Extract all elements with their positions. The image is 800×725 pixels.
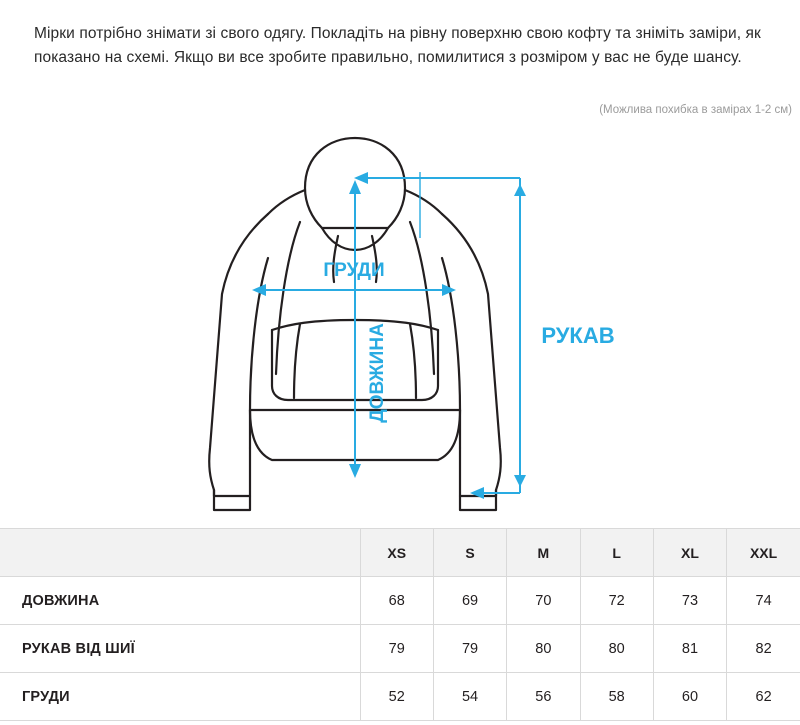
column-header-s: S [433,529,506,577]
instructions-text: Мірки потрібно знімати зі свого одягу. Покладіть на рівну поверхню свою кофту та зніміть заміри, як показано на схемі. Якщо ви все зробите правильно, помилитися з розміром у вас не буде шансу. [34,25,761,67]
cell-sleeve-xxl: 82 [727,625,800,673]
diagram-labels [323,260,614,423]
hoodie-diagram [0,118,800,518]
measurement-annotations [252,172,526,499]
column-header-xl: XL [653,529,726,577]
row-label-chest: ГРУДИ [0,673,360,721]
cell-sleeve-m: 80 [507,625,580,673]
sleeve-label: РУКАВ [541,323,615,348]
table-header-row [0,529,800,577]
cell-length-xs: 68 [360,577,433,625]
row-label-sleeve: РУКАВ ВІД ШИЇ [0,625,360,673]
cell-chest-s: 54 [433,673,506,721]
cell-chest-xxl: 62 [727,673,800,721]
cell-length-xl: 73 [653,577,726,625]
measurement-tolerance-note: (Можлива похибка в замірах 1-2 см) [599,104,792,116]
size-table [0,528,800,721]
cell-chest-m: 56 [507,673,580,721]
column-header-xxl: XXL [727,529,800,577]
cell-length-xxl: 74 [727,577,800,625]
chest-label: ГРУДИ [323,260,385,281]
cell-sleeve-xs: 79 [360,625,433,673]
column-header-m: M [507,529,580,577]
cell-sleeve-s: 79 [433,625,506,673]
table-row [0,625,800,673]
length-label: ДОВЖИНА [367,323,388,423]
table-corner-cell [0,529,360,577]
cell-chest-xs: 52 [360,673,433,721]
column-header-xs: XS [360,529,433,577]
cell-length-l: 72 [580,577,653,625]
cell-chest-l: 58 [580,673,653,721]
cell-length-m: 70 [507,577,580,625]
cell-chest-xl: 60 [653,673,726,721]
table-row [0,673,800,721]
table-row [0,577,800,625]
size-table-wrapper [0,528,800,721]
row-label-length: ДОВЖИНА [0,577,360,625]
cell-sleeve-l: 80 [580,625,653,673]
cell-sleeve-xl: 81 [653,625,726,673]
column-header-l: L [580,529,653,577]
cell-length-s: 69 [433,577,506,625]
